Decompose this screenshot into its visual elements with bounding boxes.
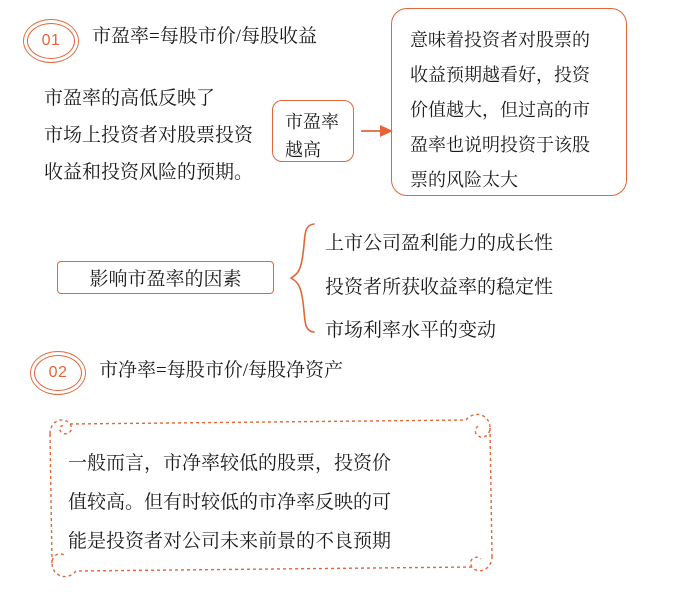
factors-list xyxy=(325,222,553,353)
result-line-4: 盈率也说明投资于该股 xyxy=(410,135,590,156)
scroll-line-3: 能是投资者对公司未来前景的不良预期 xyxy=(68,530,392,552)
paragraph-pe-line-3: 收益和投资风险的预期。 xyxy=(44,162,254,184)
result-line-2: 收益预期越看好，投资 xyxy=(410,65,590,86)
badge-02: 02 xyxy=(34,355,82,391)
arrow-right-icon xyxy=(360,118,394,144)
curly-brace-icon xyxy=(288,222,318,334)
condition-line-1: 市盈率 xyxy=(285,112,339,132)
badge-01: 01 xyxy=(27,23,75,59)
paragraph-pe-line-2: 市场上投资者对股票投资 xyxy=(44,125,254,147)
factor-item-2: 投资者所获收益率的稳定性 xyxy=(325,276,554,298)
headline-pe-ratio: 市盈率=每股市价/每股收益 xyxy=(92,26,317,47)
factors-title-box: 影响市盈率的因素 xyxy=(57,261,274,294)
paragraph-pe-line-1: 市盈率的高低反映了 xyxy=(44,88,216,109)
scroll-line-2: 值较高。但有时较低的市净率反映的可 xyxy=(68,491,392,513)
condition-box-pe-high xyxy=(272,100,354,162)
paragraph-pe-ratio xyxy=(44,80,253,191)
result-box-pe-meaning xyxy=(391,8,627,196)
factor-item-1: 上市公司盈利能力的成长性 xyxy=(325,233,554,254)
factor-item-3: 市场利率水平的变动 xyxy=(325,320,497,342)
scroll-text-pb-ratio xyxy=(68,445,391,562)
result-line-3: 价值越大，但过高的市 xyxy=(410,100,590,121)
scroll-line-1: 一般而言，市净率较低的股票，投资价 xyxy=(68,453,392,474)
condition-line-2: 越高 xyxy=(285,139,321,160)
result-box-text xyxy=(410,23,616,198)
result-line-5: 票的风险太大 xyxy=(410,170,518,191)
result-line-1: 意味着投资者对股票的 xyxy=(410,30,590,50)
headline-pb-ratio: 市净率=每股市价/每股净资产 xyxy=(99,360,343,381)
